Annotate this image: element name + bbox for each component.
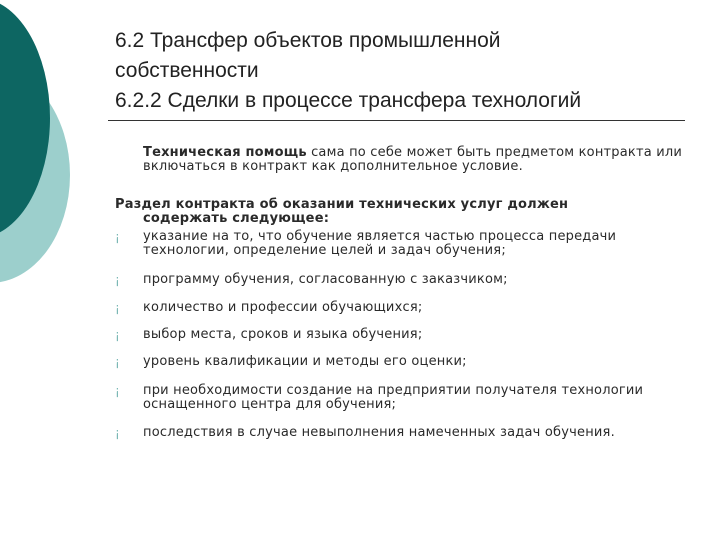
bullet-icon: ¡ <box>115 230 121 244</box>
list-item-text: указание на то, что обучение является частью процесса передачи технологии, определение целей и задач обучения; <box>143 229 617 258</box>
intro-paragraph <box>143 146 703 174</box>
heading-line-1: Раздел контракта об оказании технических услуг должен <box>115 197 569 212</box>
title-line-2: собственности <box>115 59 259 82</box>
list-item <box>115 355 705 369</box>
list-item-text: при необходимости создание на предприятии получателя технологии оснащенного центра для обучения; <box>143 383 644 412</box>
intro-bold-term: Техническая помощь <box>143 145 307 160</box>
list-item-text: последствия в случае невыполнения намеченных задач обучения. <box>143 425 615 440</box>
bullet-icon: ¡ <box>115 328 121 342</box>
section-heading <box>115 198 705 226</box>
list-item <box>115 384 705 412</box>
list-item-text: количество и профессии обучающихся; <box>143 300 423 315</box>
list-item <box>115 426 705 440</box>
intro-rest: сама по себе может быть предметом контракта или включаться в контракт как дополнительное условие. <box>143 145 683 174</box>
list-item <box>115 328 705 342</box>
list-item-text: программу обучения, согласованную с заказчиком; <box>143 272 508 287</box>
list-item <box>115 301 705 315</box>
bullet-icon: ¡ <box>115 426 121 440</box>
list-item-text: уровень квалификации и методы его оценки; <box>143 354 467 369</box>
decorative-circles <box>0 0 110 540</box>
title-line-1: 6.2 Трансфер объектов промышленной <box>115 29 501 52</box>
bullet-icon: ¡ <box>115 273 121 287</box>
bullet-icon: ¡ <box>115 355 121 369</box>
bullet-icon: ¡ <box>115 384 121 398</box>
bullet-icon: ¡ <box>115 301 121 315</box>
title-divider <box>108 120 685 121</box>
list-item-text: выбор места, сроков и языка обучения; <box>143 327 423 342</box>
heading-line-2: содержать следующее: <box>143 211 330 226</box>
list-item <box>115 230 705 258</box>
list-item <box>115 273 705 287</box>
slide-title <box>115 26 705 116</box>
title-line-3: 6.2.2 Сделки в процессе трансфера технологий <box>115 89 582 112</box>
